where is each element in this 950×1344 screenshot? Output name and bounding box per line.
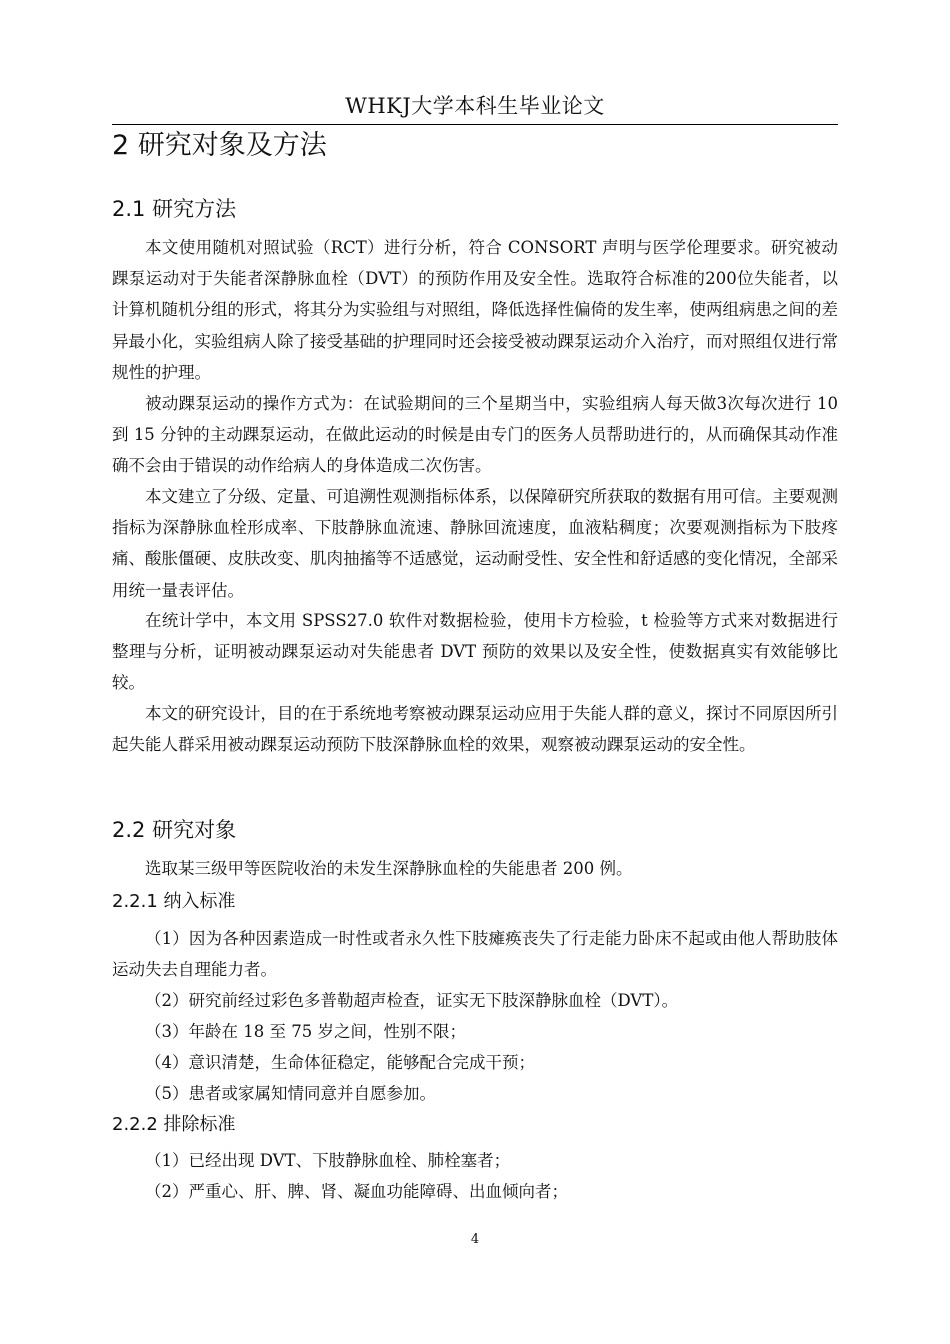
exclusion-item-2: （2）严重心、肝、脾、肾、凝血功能障碍、出血倾向者； <box>145 1182 568 1201</box>
inclusion-item-2: （2）研究前经过彩色多普勒超声检查，证实无下肢深静脉血栓（DVT）。 <box>145 991 679 1010</box>
page-number: 4 <box>470 1232 480 1247</box>
paragraph-subject-intro: 选取某三级甲等医院收治的未发生深静脉血栓的失能患者 200 例。 <box>145 859 633 878</box>
header-divider <box>112 124 838 125</box>
section-title-2-1: 2.1 研究方法 <box>112 197 237 221</box>
paragraph-method-design: 本文使用随机对照试验（RCT）进行分析，符合 CONSORT 声明与医学伦理要求。研究被动踝泵运动对于失能者深静脉血栓（DVT）的预防作用及安全性。选取符合标准的200位失能者，以计算机随机分组的形式，将其分为实验组与对照组，降低选择性偏倚的发生率，使两组病患之间的差异最小化，实验组病人除了接受基础的护理同时还会接受被动踝泵运动介入治疗，而对照组仅进行常规性的护理。 <box>112 238 838 382</box>
section-title-2-2: 2.2 研究对象 <box>112 818 237 842</box>
inclusion-item-3: （3）年龄在 18 至 75 岁之间，性别不限； <box>145 1022 466 1041</box>
subsection-title-exclusion: 2.2.2 排除标准 <box>112 1114 236 1135</box>
paragraph-method-procedure: 被动踝泵运动的操作方式为：在试验期间的三个星期当中，实验组病人每天做3次每次进行 10 到 15 分钟的主动踝泵运动，在做此运动的时候是由专门的医务人员帮助进行的，从而确保其动作准确不会由于错误的动作给病人的身体造成二次伤害。 <box>112 394 838 476</box>
paragraph-method-purpose: 本文的研究设计，目的在于系统地考察被动踝泵运动应用于失能人群的意义，探讨不同原因所引起失能人群采用被动踝泵运动预防下肢深静脉血栓的效果，观察被动踝泵运动的安全性。 <box>112 704 838 755</box>
chapter-title: 2 研究对象及方法 <box>112 130 327 161</box>
inclusion-item-5: （5）患者或家属知情同意并自愿参加。 <box>145 1084 436 1103</box>
inclusion-item-1: （1）因为各种因素造成一时性或者永久性下肢瘫痪丧失了行走能力卧床不起或由他人帮助肢体运动失去自理能力者。 <box>112 929 838 980</box>
page-header: WHKJ大学本科生毕业论文 <box>345 94 605 118</box>
paragraph-method-indicators: 本文建立了分级、定量、可追溯性观测指标体系，以保障研究所获取的数据有用可信。主要观测指标为深静脉血栓形成率、下肢静脉血流速、静脉回流速度，血液粘稠度；次要观测指标为下肢疼痛、酸胀僵硬、皮肤改变、肌肉抽搐等不适感觉，运动耐受性、安全性和舒适感的变化情况，全部采用统一量表评估。 <box>112 487 838 600</box>
exclusion-item-1: （1）已经出现 DVT、下肢静脉血栓、肺栓塞者； <box>145 1151 511 1170</box>
inclusion-item-4: （4）意识清楚，生命体征稳定，能够配合完成干预； <box>145 1053 535 1072</box>
subsection-title-inclusion: 2.2.1 纳入标准 <box>112 891 236 912</box>
paragraph-method-statistics: 在统计学中，本文用 SPSS27.0 软件对数据检验，使用卡方检验，t 检验等方式来对数据进行整理与分析，证明被动踝泵运动对失能患者 DVT 预防的效果以及安全性，使数据真实有效能够比较。 <box>112 611 838 693</box>
